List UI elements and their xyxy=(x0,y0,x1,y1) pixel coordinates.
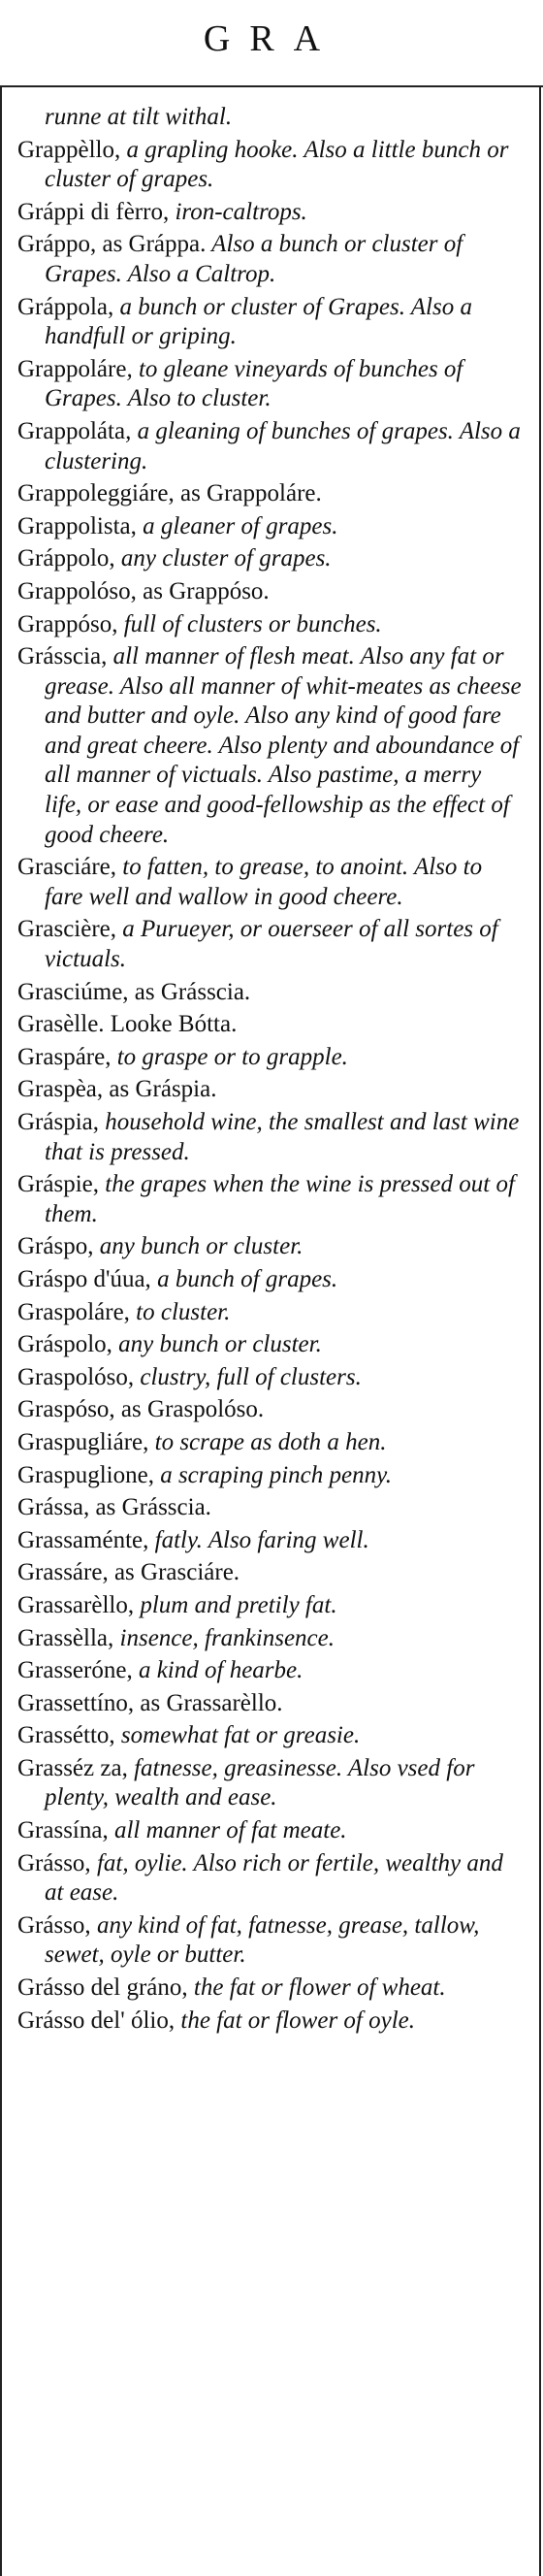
definition: a bunch or cluster of Grapes. Also a handfull or griping. xyxy=(45,293,472,350)
definition: all manner of fat meate. xyxy=(108,1817,347,1844)
definition: , to gleane vineyards of bunches of Grapes. Also to cluster. xyxy=(45,355,463,412)
dictionary-entry xyxy=(17,1428,522,1458)
definition: the grapes when the wine is pressed out of them. xyxy=(45,1171,515,1227)
dictionary-entry xyxy=(17,1108,522,1167)
headword: Grappóso, xyxy=(17,610,118,637)
headword: Grappèllo, xyxy=(17,136,121,163)
dictionary-entry xyxy=(17,1721,522,1751)
headword: Grásso, xyxy=(17,1849,91,1876)
dictionary-entry xyxy=(17,1395,522,1425)
dictionary-entry xyxy=(17,1526,522,1556)
headword: Graspuglione, xyxy=(17,1461,154,1488)
definition: a scraping pinch penny. xyxy=(153,1461,393,1488)
headword: Grasciúme, as Grásscia. xyxy=(17,978,251,1005)
definition: Also a bunch or cluster of Grapes. Also a Caltrop. xyxy=(45,231,463,287)
definition: any cluster of grapes. xyxy=(114,545,332,572)
definition: iron-caltrops. xyxy=(169,198,307,225)
definition: a kind of hearbe. xyxy=(132,1657,303,1684)
dictionary-entry xyxy=(17,642,522,850)
headword: Grassarèllo, xyxy=(17,1591,135,1618)
dictionary-entry xyxy=(17,136,522,195)
definition: clustry, full of clusters. xyxy=(134,1363,362,1390)
headword: Grappolista, xyxy=(17,512,137,539)
definition: full of clusters or bunches. xyxy=(117,610,382,637)
headword: Gráspia, xyxy=(17,1109,99,1135)
headword: Gráppolo, xyxy=(17,545,115,572)
headword: Grassettíno, as Grassarèllo. xyxy=(17,1689,283,1716)
definition: plum and pretily fat. xyxy=(134,1591,337,1618)
headword: Grassína, xyxy=(17,1817,109,1844)
dictionary-entry xyxy=(17,1043,522,1073)
dictionary-entry xyxy=(17,1689,522,1719)
dictionary-entry xyxy=(17,479,522,509)
dictionary-entry xyxy=(17,1075,522,1105)
dictionary-entry xyxy=(17,1591,522,1621)
headword: Gráspo d'úua, xyxy=(17,1265,151,1292)
definition: a Purueyer, or ouerseer of all sortes of victuals. xyxy=(45,916,498,973)
dictionary-entry xyxy=(17,1849,522,1908)
definition: the fat or flower of oyle. xyxy=(175,2006,416,2034)
headword: Grásso del gráno, xyxy=(17,1974,188,2002)
definition: to graspe or to grapple. xyxy=(111,1043,348,1070)
headword: Grassèlla, xyxy=(17,1624,114,1651)
dictionary-entry xyxy=(17,1010,522,1040)
header-rule xyxy=(0,85,543,87)
definition: to scrape as doth a hen. xyxy=(148,1428,387,1455)
definition: fatly. Also faring well. xyxy=(148,1526,369,1553)
dictionary-entry xyxy=(17,1816,522,1846)
headword: Graspolóso, xyxy=(17,1363,135,1390)
definition: household wine, the smallest and last wine that is pressed. xyxy=(45,1109,520,1165)
definition: a grapling hooke. Also a little bunch or cluster of grapes. xyxy=(45,136,509,193)
headword: Grasseróne, xyxy=(17,1657,133,1684)
definition: any kind of fat, fatnesse, grease, tallow, sewet, oyle or butter. xyxy=(45,1911,480,1969)
headword: Grassáre, as Grasciáre. xyxy=(17,1559,240,1586)
headword: Grasséz za, xyxy=(17,1754,128,1781)
definition: all manner of flesh meat. Also any fat or grease. Also all manner of whit-meates as cheese and butter and oyle. Also any kind of good fare and great cheere. Also plenty and aboundance of all manner of victuals. Also pastime, a merry life, or ease and good-fellowship as the effect of good cheere. xyxy=(45,643,522,848)
headword: Gráppo, as Gráppa. xyxy=(17,231,207,258)
headword: Grassaménte, xyxy=(17,1526,149,1553)
running-head: GRA xyxy=(203,18,340,59)
dictionary-entry xyxy=(17,1656,522,1686)
dictionary-entry xyxy=(17,1330,522,1360)
definition: fatnesse, greasinesse. Also vsed for plenty, wealth and ease. xyxy=(45,1754,475,1811)
dictionary-entry xyxy=(17,610,522,640)
dictionary-entry xyxy=(17,853,522,912)
dictionary-entry xyxy=(17,417,522,476)
headword: Grascière, xyxy=(17,916,117,943)
headword: Grásso del' ólio, xyxy=(17,2006,176,2034)
definition: a bunch of grapes. xyxy=(150,1265,338,1292)
dictionary-entry xyxy=(17,103,522,133)
headword: Gráspo, xyxy=(17,1233,94,1260)
dictionary-entry xyxy=(17,198,522,228)
dictionary-entry xyxy=(17,1298,522,1328)
dictionary-entry xyxy=(17,293,522,352)
dictionary-entry xyxy=(17,1493,522,1523)
dictionary-entry xyxy=(17,1363,522,1393)
dictionary-entry xyxy=(17,1911,522,1971)
dictionary-entry xyxy=(17,230,522,289)
dictionary-column xyxy=(17,103,522,2038)
dictionary-entry xyxy=(17,355,522,414)
definition: , a gleaning of bunches of grapes. Also a clustering. xyxy=(45,417,521,474)
headword: Grappoleggiáre, as Grappoláre. xyxy=(17,480,322,507)
dictionary-entry xyxy=(17,1461,522,1491)
dictionary-entry xyxy=(17,1754,522,1813)
definition: somewhat fat or greasie. xyxy=(114,1722,361,1749)
dictionary-entry xyxy=(17,1558,522,1588)
headword: Graspóso, as Graspolóso. xyxy=(17,1396,265,1423)
headword: Grassétto, xyxy=(17,1722,115,1749)
definition: fat, oylie. Also rich or fertile, wealthy and at ease. xyxy=(45,1849,503,1907)
dictionary-entry xyxy=(17,544,522,574)
definition: runne at tilt withal. xyxy=(45,104,233,130)
definition: a gleaner of grapes. xyxy=(136,512,338,539)
dictionary-entry xyxy=(17,1265,522,1295)
right-border xyxy=(539,85,541,2576)
dictionary-entry xyxy=(17,1973,522,2004)
dictionary-entry xyxy=(17,1170,522,1229)
headword: Gráppola, xyxy=(17,293,114,320)
headword: Graspoláre, xyxy=(17,1298,130,1325)
dictionary-entry xyxy=(17,2006,522,2037)
definition: to fatten, to grease, to anoint. Also to fare well and wallow in good cheere. xyxy=(45,854,483,910)
headword: Grásscia, xyxy=(17,643,108,670)
dictionary-entry xyxy=(17,1232,522,1262)
headword: Gráspolo, xyxy=(17,1331,112,1358)
definition: the fat or flower of wheat. xyxy=(187,1974,446,2002)
definition: any bunch or cluster. xyxy=(93,1233,303,1260)
page-header xyxy=(0,0,543,85)
dictionary-entry xyxy=(17,577,522,607)
dictionary-entry xyxy=(17,915,522,974)
headword: Grappolóso, as Grappóso. xyxy=(17,577,270,604)
definition: to cluster. xyxy=(129,1298,231,1325)
dictionary-entry xyxy=(17,978,522,1008)
headword: Grássa, as Grásscia. xyxy=(17,1494,211,1521)
headword: Grappoláre xyxy=(17,355,127,382)
headword: Grasèlle. Looke Bótta. xyxy=(17,1011,238,1038)
headword: Gráspie, xyxy=(17,1171,99,1198)
dictionary-entry xyxy=(17,512,522,542)
left-border xyxy=(0,85,2,2576)
definition: insence, frankinsence. xyxy=(113,1624,335,1651)
headword: Graspáre, xyxy=(17,1043,112,1070)
headword: Grásso, xyxy=(17,1911,91,1939)
headword: Graspugliáre, xyxy=(17,1428,149,1455)
headword: Grappoláta xyxy=(17,417,126,444)
headword: Gráppi di fèrro, xyxy=(17,198,170,225)
headword: Graspèa, as Gráspia. xyxy=(17,1076,217,1103)
headword: Grasciáre, xyxy=(17,854,117,881)
dictionary-entry xyxy=(17,1624,522,1654)
definition: any bunch or cluster. xyxy=(112,1331,322,1358)
